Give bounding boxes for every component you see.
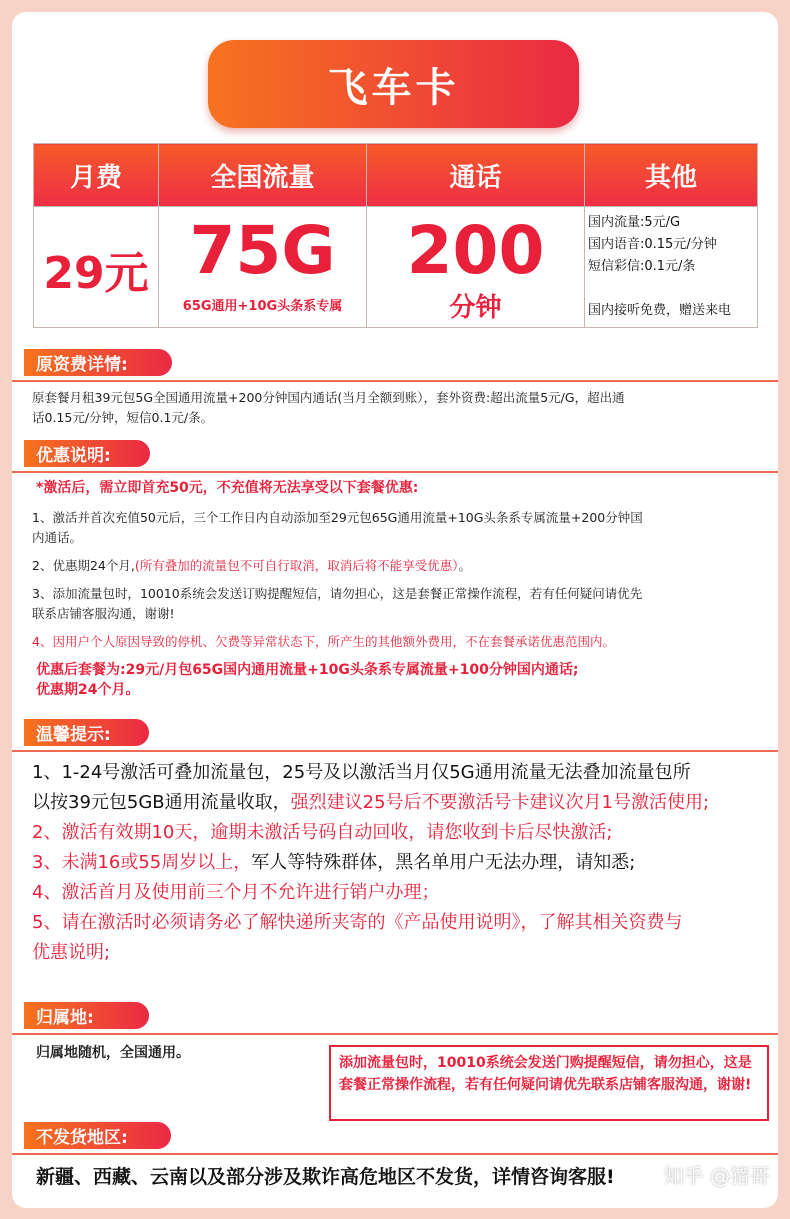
divider [12, 471, 778, 473]
section-discount-label: 优惠说明: [24, 440, 150, 467]
tips-text [32, 758, 776, 968]
notice-box [329, 1045, 769, 1121]
tip-5: 5、请在激活时必须请务必了解快递所夹寄的《产品使用说明》，了解其相关资费与 [32, 912, 683, 933]
tip-4: 4、激活首月及使用前三个月不允许进行销户办理； [32, 882, 440, 903]
other-data-rate: 国内流量:5元/G [588, 215, 681, 230]
noship-text: 新疆、西藏、云南以及部分涉及欺诈高危地区不发货，详情咨询客服! [36, 1166, 615, 1188]
data-cell [159, 207, 367, 328]
data-note: 65G通用+10G头条系专属 [182, 299, 343, 314]
discount-item-1: 1、激活并首次充值50元后，三个工作日内自动添加至29元包65G通用流量+10G头条系专属流量+200分钟国 [32, 510, 643, 525]
discount-item-3: 3、添加流量包时，10010系统会发送订购提醒短信，请勿担心，这是套餐正常操作流程，若有任何疑问请优先 [32, 586, 643, 601]
section-tips-label: 温馨提示: [24, 719, 149, 746]
watermark: 知乎 @猪哥 [663, 1164, 770, 1188]
tip-3: 3、未满16或55周岁以上，军人等特殊群体，黑名单用户无法办理，请知悉; [32, 852, 636, 873]
call-unit: 分钟 [449, 293, 502, 323]
discount-summary: 优惠后套餐为:29元/月包65G国内通用流量+10G头条系专属流量+100分钟国内通话; 优惠期24个月。 [36, 662, 579, 698]
discount-warning: *激活后，需立即首充50元，不充值将无法享受以下套餐优惠: [36, 480, 419, 496]
price-cell [34, 207, 159, 328]
call-cell [367, 207, 585, 328]
original-text: 原套餐月租39元包5G全国通用流量+200分钟国内通话(当月全额到账），套外资费:超出流量5元/G，超出通 话0.15元/分钟，短信0.1元/条。 [32, 390, 625, 425]
monthly-price: 29元 [43, 248, 149, 299]
section-noship-label: 不发货地区: [24, 1122, 171, 1149]
divider [12, 1033, 778, 1035]
header-other: 其他 [585, 144, 758, 207]
discount-item-2: 2、优惠期24个月,(所有叠加的流量包不可自行取消，取消后将不能享受优惠）。 [32, 558, 471, 573]
product-card [12, 12, 778, 1208]
other-cell [585, 207, 758, 328]
section-location-label: 归属地: [24, 1002, 149, 1029]
location-text: 归属地随机，全国通用。 [36, 1045, 190, 1061]
notice-text: 添加流量包时，10010系统会发送门购提醒短信，请勿担心，这是套餐正常操作流程，若有任何疑问请优先联系店铺客服沟通，谢谢! [339, 1055, 752, 1093]
header-data: 全国流量 [159, 144, 367, 207]
discount-item-4: 4、因用户个人原因导致的停机、欠费等异常状态下，所产生的其他额外费用，不在套餐承诺优惠范围内。 [32, 634, 615, 649]
tip-2: 2、激活有效期10天，逾期未激活号码自动回收，请您收到卡后尽快激活; [32, 822, 613, 843]
other-sms-rate: 短信彩信:0.1元/条 [588, 259, 696, 274]
data-amount: 75G [189, 212, 336, 289]
header-calls: 通话 [367, 144, 585, 207]
title-banner [208, 40, 579, 128]
other-free-incoming: 国内接听免费，赠送来电 [588, 303, 732, 318]
divider [12, 380, 778, 382]
tip-5-cont: 优惠说明; [32, 942, 111, 963]
header-monthly-fee: 月费 [34, 144, 159, 207]
call-amount: 200 [406, 212, 545, 289]
divider [12, 750, 778, 752]
tip-1-cont: 以按39元包5GB通用流量收取，强烈建议25号后不要激活号卡建议次月1号激活使用; [32, 792, 710, 813]
discount-text: *激活后，需立即首充50元，不充值将无法享受以下套餐优惠: 1、激活并首次充值50元后，三个工作日内自动添加至29元包65G通用流量+10G头条系专属流量+200分钟国 内通话。 2、优惠期24个月,(所有叠加的流量包不可自行取消，取消后将不能享受优惠）。 3、添加流量包时，10010系统会发送订购提醒短信，请勿担心，这是套餐正常操作流程，若有任何疑问请优先 联系店铺客服沟通，谢谢! 4、因用户个人原因导致的停机、欠费等异常状态下，所产生的其他额外费用，不在套餐承诺优惠范围内。 优惠后套餐为:29元/月包65G国内通用流量+10G头条系专属流量+100分钟国内通话; 优惠期24个月。 [32, 478, 772, 700]
divider [12, 1153, 778, 1155]
section-original-label: 原资费详情: [24, 349, 172, 376]
plan-table [33, 143, 758, 328]
tip-1: 1、1-24号激活可叠加流量包，25号及以激活当月仅5G通用流量无法叠加流量包所 [32, 762, 691, 783]
other-voice-rate: 国内语音:0.15元/分钟 [588, 237, 717, 252]
page-title: 飞车卡 [327, 64, 460, 111]
